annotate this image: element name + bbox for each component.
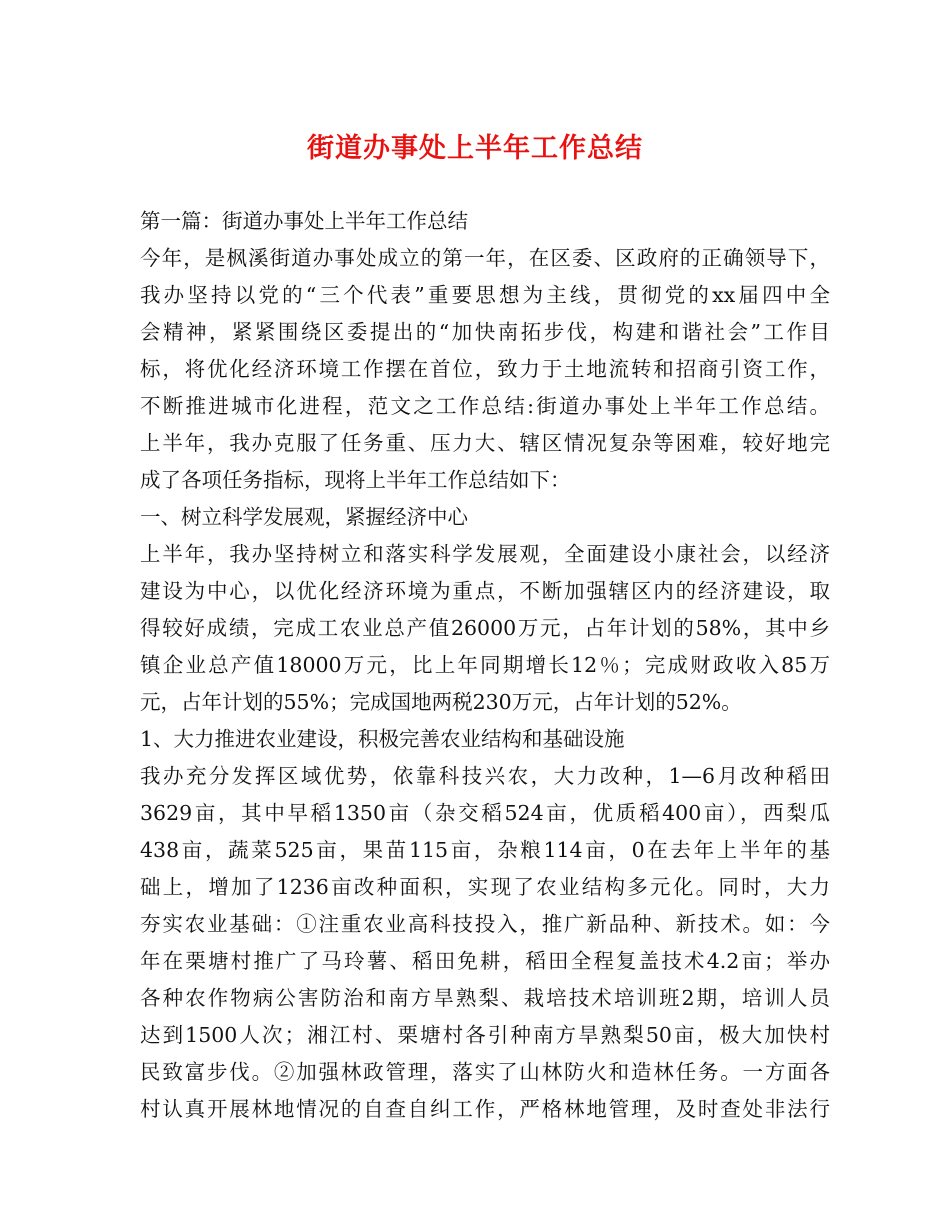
body-line: 元，占年计划的55%；完成国地两税230万元，占年计划的52%。	[140, 690, 742, 714]
section-heading: 第一篇：街道办事处上半年工作总结	[140, 209, 468, 233]
body-line: 镇企业总产值18000万元，比上年同期增长12％；完成财政收入85万	[140, 653, 830, 677]
body-line: 我办坚持以党的“三个代表”重要思想为主线，贯彻党的xx届四中全	[140, 283, 830, 307]
body-line: 不断推进城市化进程，范文之工作总结:街道办事处上半年工作总结。	[140, 394, 830, 418]
document-body	[140, 203, 830, 1128]
body-line: 成了各项任务指标，现将上半年工作总结如下：	[140, 468, 571, 492]
body-line: 438亩，蔬菜525亩，果苗115亩，杂粮114亩，0在去年上半年的基	[140, 838, 830, 862]
body-line: 夯实农业基础：①注重农业高科技投入，推广新品种、新技术。如：今	[140, 912, 830, 936]
body-line: 上半年，我办克服了任务重、压力大、辖区情况复杂等困难，较好地完	[140, 431, 830, 455]
subsection-heading: 1、大力推进农业建设，积极完善农业结构和基础设施	[140, 727, 625, 751]
document-title: 街道办事处上半年工作总结	[307, 133, 643, 164]
body-line: 得较好成绩，完成工农业总产值26000万元，占年计划的58%，其中乡	[140, 616, 830, 640]
body-line: 上半年，我办坚持树立和落实科学发展观，全面建设小康社会，以经济	[140, 542, 830, 566]
body-line: 今年，是枫溪街道办事处成立的第一年，在区委、区政府的正确领导下，	[140, 246, 830, 270]
body-line: 达到1500人次；湘江村、栗塘村各引种南方旱熟梨50亩，极大加快村	[140, 1023, 830, 1047]
section-heading: 一、树立科学发展观，紧握经济中心	[140, 505, 468, 529]
body-line: 我办充分发挥区域优势，依靠科技兴农，大力改种，1—6月改种稻田	[140, 764, 830, 788]
body-line: 民致富步伐。②加强林政管理，落实了山林防火和造林任务。一方面各	[140, 1060, 830, 1084]
body-line: 年在栗塘村推广了马玲薯、稻田免耕，稻田全程复盖技术4.2亩；举办	[140, 949, 830, 973]
body-line: 会精神，紧紧围绕区委提出的“加快南拓步伐，构建和谐社会”工作目	[140, 320, 830, 344]
body-line: 建设为中心，以优化经济环境为重点，不断加强辖区内的经济建设，取	[140, 579, 830, 603]
body-line: 3629亩，其中早稻1350亩（杂交稻524亩，优质稻400亩），西梨瓜	[140, 801, 830, 825]
body-line: 础上，增加了1236亩改种面积，实现了农业结构多元化。同时，大力	[140, 875, 830, 899]
body-line: 标，将优化经济环境工作摆在首位，致力于土地流转和招商引资工作，	[140, 357, 830, 381]
body-line: 村认真开展林地情况的自查自纠工作，严格林地管理，及时查处非法行	[140, 1097, 830, 1121]
body-line: 各种农作物病公害防治和南方旱熟梨、栽培技术培训班2期，培训人员	[140, 986, 830, 1010]
